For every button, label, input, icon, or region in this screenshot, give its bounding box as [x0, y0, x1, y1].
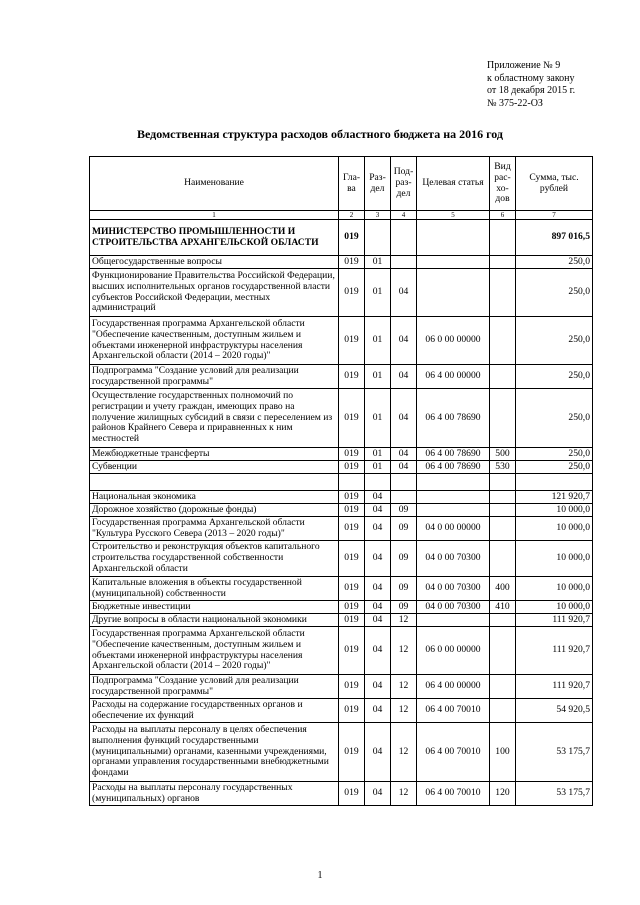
table-row [90, 541, 593, 577]
cell-glava: 019 [339, 627, 365, 675]
cell-vid: 100 [490, 723, 516, 782]
cell-vid [490, 474, 516, 491]
cell-summa: 10 000,0 [516, 601, 593, 614]
cell-name: Расходы на выплаты персоналу государственных (муниципальных) органов [90, 782, 339, 806]
cell-glava: 019 [339, 541, 365, 577]
cell-razdel: 04 [365, 614, 391, 627]
cell-name: Национальная экономика [90, 491, 339, 504]
cell-podrazdel: 04 [391, 269, 417, 317]
cell-glava: 019 [339, 220, 365, 256]
table-header-row [90, 157, 593, 211]
budget-table [89, 156, 593, 806]
cell-glava [339, 474, 365, 491]
cell-vid [490, 699, 516, 723]
cell-statya: 06 0 00 00000 [417, 627, 490, 675]
table-row [90, 517, 593, 541]
cell-podrazdel: 09 [391, 577, 417, 601]
cell-vid [490, 614, 516, 627]
cell-vid [490, 491, 516, 504]
cell-statya [417, 504, 490, 517]
cell-statya: 06 4 00 00000 [417, 675, 490, 699]
cell-glava: 019 [339, 577, 365, 601]
cell-razdel: 01 [365, 448, 391, 461]
cell-vid: 400 [490, 577, 516, 601]
cell-statya: 04 0 00 00000 [417, 517, 490, 541]
column-number: 2 [339, 211, 365, 220]
cell-podrazdel: 12 [391, 782, 417, 806]
cell-podrazdel: 09 [391, 541, 417, 577]
table-row [90, 269, 593, 317]
appendix-line-2: к областному закону [487, 72, 575, 84]
page-number: 1 [317, 870, 323, 881]
page-title: Ведомственная структура расходов областного бюджета на 2016 год [136, 127, 503, 141]
cell-razdel [365, 474, 391, 491]
column-number-row [90, 211, 593, 220]
cell-statya [417, 491, 490, 504]
cell-statya [417, 220, 490, 256]
cell-razdel: 04 [365, 517, 391, 541]
cell-name: Строительство и реконструкция объектов капитального строительства государственной собственности Архангельской области [90, 541, 339, 577]
table-row [90, 220, 593, 256]
appendix-line-3: от 18 декабря 2015 г. [487, 85, 576, 96]
table-row [90, 474, 593, 491]
cell-statya: 06 4 00 70010 [417, 699, 490, 723]
cell-podrazdel: 04 [391, 317, 417, 365]
cell-name [90, 474, 339, 491]
cell-summa: 250,0 [516, 365, 593, 389]
cell-razdel: 04 [365, 699, 391, 723]
table-row [90, 365, 593, 389]
cell-razdel: 04 [365, 577, 391, 601]
cell-podrazdel: 04 [391, 365, 417, 389]
cell-name: Бюджетные инвестиции [90, 601, 339, 614]
cell-summa: 250,0 [516, 389, 593, 448]
cell-podrazdel: 12 [391, 723, 417, 782]
cell-glava: 019 [339, 448, 365, 461]
cell-razdel: 04 [365, 541, 391, 577]
appendix-line-4: № 375-22-ОЗ [487, 97, 543, 109]
cell-vid [490, 365, 516, 389]
cell-vid [490, 504, 516, 517]
cell-name: Субвенции [90, 461, 339, 474]
cell-vid [490, 675, 516, 699]
cell-vid [490, 256, 516, 269]
cell-summa: 10 000,0 [516, 517, 593, 541]
cell-glava: 019 [339, 517, 365, 541]
cell-statya: 06 4 00 70010 [417, 782, 490, 806]
cell-vid [490, 317, 516, 365]
cell-name: Капитальные вложения в объекты государственной (муниципальной) собственности [90, 577, 339, 601]
cell-podrazdel: 04 [391, 448, 417, 461]
cell-name: Государственная программа Архангельской области "Обеспечение качественным, доступным жильем и объектами инженерной инфраструктуры населения Архангельской области (2014 – 2020 годы)" [90, 317, 339, 365]
appendix-block [487, 60, 627, 110]
cell-podrazdel: 12 [391, 627, 417, 675]
cell-podrazdel: 12 [391, 614, 417, 627]
cell-statya: 04 0 00 70300 [417, 577, 490, 601]
cell-vid [490, 220, 516, 256]
cell-summa: 53 175,7 [516, 723, 593, 782]
cell-statya [417, 474, 490, 491]
column-number: 1 [90, 211, 339, 220]
cell-podrazdel: 09 [391, 601, 417, 614]
cell-glava: 019 [339, 723, 365, 782]
cell-podrazdel: 04 [391, 461, 417, 474]
table-row [90, 448, 593, 461]
cell-razdel: 04 [365, 504, 391, 517]
cell-name: Межбюджетные трансферты [90, 448, 339, 461]
cell-podrazdel: 12 [391, 675, 417, 699]
cell-razdel: 04 [365, 675, 391, 699]
cell-statya: 04 0 00 70300 [417, 541, 490, 577]
appendix-line-1: Приложение № 9 [487, 60, 561, 71]
cell-podrazdel: 09 [391, 517, 417, 541]
cell-razdel [365, 220, 391, 256]
cell-summa: 10 000,0 [516, 541, 593, 577]
cell-summa: 250,0 [516, 269, 593, 317]
table-row [90, 675, 593, 699]
cell-summa: 53 175,7 [516, 782, 593, 806]
cell-statya: 06 4 00 78690 [417, 389, 490, 448]
cell-razdel: 01 [365, 389, 391, 448]
table-row [90, 614, 593, 627]
cell-statya: 06 4 00 70010 [417, 723, 490, 782]
cell-podrazdel [391, 220, 417, 256]
cell-vid: 410 [490, 601, 516, 614]
cell-glava: 019 [339, 365, 365, 389]
cell-name: Другие вопросы в области национальной экономики [90, 614, 339, 627]
cell-razdel: 01 [365, 269, 391, 317]
cell-summa: 111 920,7 [516, 627, 593, 675]
cell-razdel: 01 [365, 317, 391, 365]
column-number: 5 [417, 211, 490, 220]
header-razdel: Раз-дел [365, 157, 391, 211]
table-row [90, 389, 593, 448]
cell-glava: 019 [339, 317, 365, 365]
column-number: 3 [365, 211, 391, 220]
cell-summa: 111 920,7 [516, 614, 593, 627]
header-summa: Сумма, тыс. рублей [516, 157, 593, 211]
cell-name: Государственная программа Архангельской области "Культура Русского Севера (2013 – 2020 годы)" [90, 517, 339, 541]
cell-podrazdel: 04 [391, 389, 417, 448]
cell-statya: 06 4 00 78690 [417, 461, 490, 474]
table-row [90, 601, 593, 614]
cell-statya: 04 0 00 70300 [417, 601, 490, 614]
cell-vid: 530 [490, 461, 516, 474]
cell-name: МИНИСТЕРСТВО ПРОМЫШЛЕННОСТИ И СТРОИТЕЛЬСТВА АРХАНГЕЛЬСКОЙ ОБЛАСТИ [90, 220, 339, 256]
cell-razdel: 04 [365, 782, 391, 806]
table-row [90, 491, 593, 504]
cell-razdel: 04 [365, 491, 391, 504]
cell-podrazdel [391, 474, 417, 491]
table-row [90, 461, 593, 474]
cell-glava: 019 [339, 269, 365, 317]
cell-summa: 10 000,0 [516, 577, 593, 601]
cell-glava: 019 [339, 699, 365, 723]
cell-glava: 019 [339, 504, 365, 517]
cell-name: Функционирование Правительства Российской Федерации, высших исполнительных органов государственной власти субъектов Российской Федерации, местных администраций [90, 269, 339, 317]
cell-name: Осуществление государственных полномочий по регистрации и учету граждан, имеющих право на получение жилищных субсидий в связи с переселением из районов Крайнего Севера и приравненных к ним местностей [90, 389, 339, 448]
table-row [90, 577, 593, 601]
cell-razdel: 04 [365, 723, 391, 782]
cell-statya [417, 256, 490, 269]
cell-razdel: 01 [365, 256, 391, 269]
column-number: 7 [516, 211, 593, 220]
cell-summa: 111 920,7 [516, 675, 593, 699]
cell-glava: 019 [339, 601, 365, 614]
cell-podrazdel [391, 256, 417, 269]
column-number: 6 [490, 211, 516, 220]
cell-summa: 121 920,7 [516, 491, 593, 504]
cell-vid: 500 [490, 448, 516, 461]
cell-summa: 10 000,0 [516, 504, 593, 517]
cell-vid: 120 [490, 782, 516, 806]
cell-name: Подпрограмма "Создание условий для реализации государственной программы" [90, 675, 339, 699]
header-podrazdel: Под-раз-дел [391, 157, 417, 211]
cell-summa: 250,0 [516, 461, 593, 474]
header-vid: Вид рас-хо-дов [490, 157, 516, 211]
cell-statya [417, 614, 490, 627]
table-row [90, 782, 593, 806]
cell-name: Расходы на содержание государственных органов и обеспечение их функций [90, 699, 339, 723]
cell-summa: 54 920,5 [516, 699, 593, 723]
header-name: Наименование [90, 157, 339, 211]
cell-name: Общегосударственные вопросы [90, 256, 339, 269]
cell-statya [417, 269, 490, 317]
cell-summa [516, 474, 593, 491]
cell-summa: 897 016,5 [516, 220, 593, 256]
cell-summa: 250,0 [516, 448, 593, 461]
cell-podrazdel: 09 [391, 504, 417, 517]
cell-vid [490, 541, 516, 577]
cell-name: Расходы на выплаты персоналу в целях обеспечения выполнения функций государственными (муниципальными) органами, казенными учреждениями, органами управления государственными внебюджетными фондами [90, 723, 339, 782]
cell-glava: 019 [339, 461, 365, 474]
table-row [90, 699, 593, 723]
cell-razdel: 04 [365, 601, 391, 614]
cell-podrazdel [391, 491, 417, 504]
cell-vid [490, 627, 516, 675]
table-row [90, 317, 593, 365]
cell-podrazdel: 12 [391, 699, 417, 723]
cell-vid [490, 389, 516, 448]
cell-razdel: 01 [365, 365, 391, 389]
cell-statya: 06 4 00 78690 [417, 448, 490, 461]
cell-glava: 019 [339, 782, 365, 806]
cell-razdel: 01 [365, 461, 391, 474]
cell-statya: 06 4 00 00000 [417, 365, 490, 389]
cell-glava: 019 [339, 675, 365, 699]
cell-statya: 06 0 00 00000 [417, 317, 490, 365]
cell-razdel: 04 [365, 627, 391, 675]
cell-summa: 250,0 [516, 317, 593, 365]
cell-glava: 019 [339, 614, 365, 627]
cell-glava: 019 [339, 389, 365, 448]
table-row [90, 256, 593, 269]
column-number: 4 [391, 211, 417, 220]
cell-summa: 250,0 [516, 256, 593, 269]
header-statya: Целевая статья [417, 157, 490, 211]
cell-vid [490, 517, 516, 541]
header-glava: Гла-ва [339, 157, 365, 211]
cell-name: Подпрограмма "Создание условий для реализации государственной программы" [90, 365, 339, 389]
table-row [90, 504, 593, 517]
table-row [90, 723, 593, 782]
table-row [90, 627, 593, 675]
cell-glava: 019 [339, 256, 365, 269]
cell-name: Государственная программа Архангельской области "Обеспечение качественным, доступным жильем и объектами инженерной инфраструктуры населения Архангельской области (2014 – 2020 годы)" [90, 627, 339, 675]
cell-vid [490, 269, 516, 317]
cell-glava: 019 [339, 491, 365, 504]
cell-name: Дорожное хозяйство (дорожные фонды) [90, 504, 339, 517]
table-body [90, 220, 593, 806]
